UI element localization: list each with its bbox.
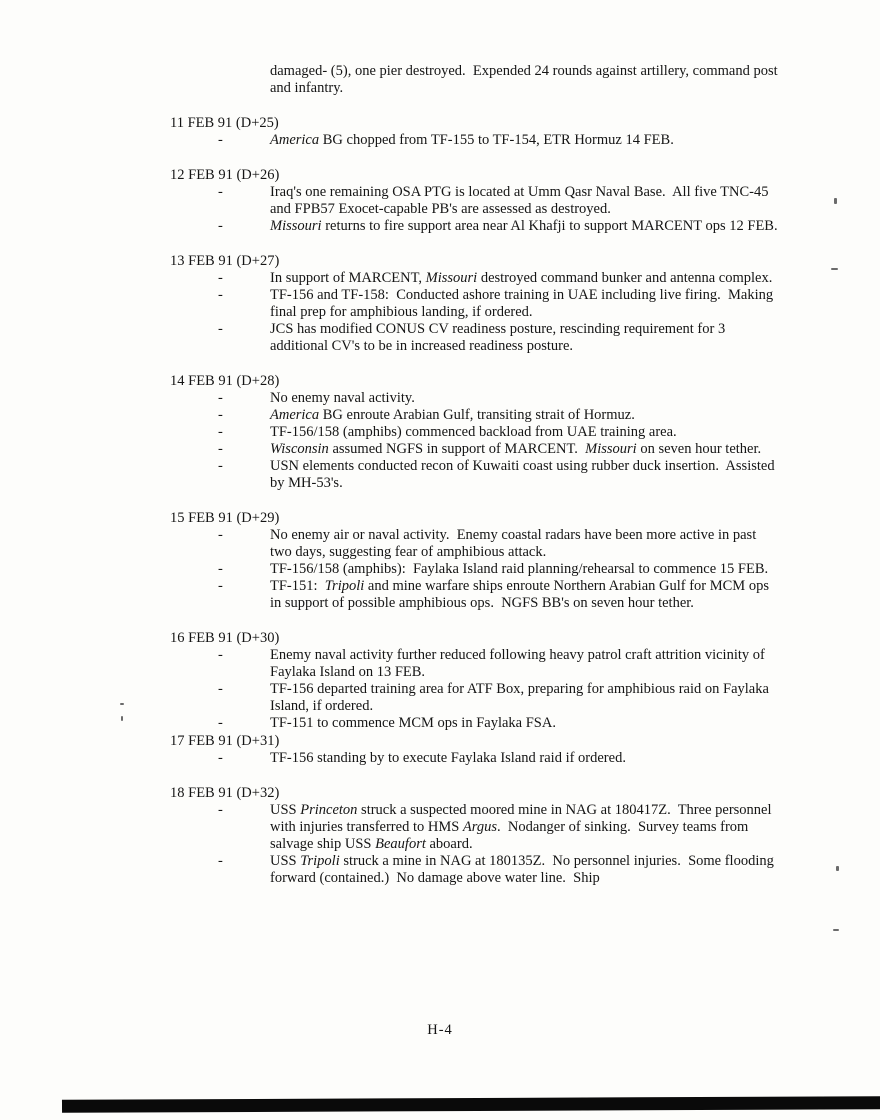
date-section [170,510,782,612]
dash-bullet: - [218,407,223,423]
scan-speck [834,198,837,204]
list-item [218,390,782,407]
date-heading: 11 FEB 91 (D+25) [170,115,279,131]
continuation-paragraph: damaged- (5), one pier destroyed. Expended 24 rounds against artillery, command post and infantry. [270,63,782,96]
dash-bullet: - [218,647,223,663]
item-text: TF-151: Tripoli and mine warfare ships enroute Northern Arabian Gulf for MCM ops in support of possible amphibious ops. NGFS BB's on seven hour tether. [270,578,773,611]
dash-bullet: - [218,458,223,474]
list-item [218,561,782,578]
dash-bullet: - [218,750,223,766]
item-text: No enemy naval activity. [270,390,415,406]
dash-bullet: - [218,184,223,200]
item-text: America BG chopped from TF-155 to TF-154, ETR Hormuz 14 FEB. [270,132,674,148]
scan-artifact-bar [62,1096,880,1113]
date-section [170,373,782,492]
item-text: TF-156 departed training area for ATF Box, preparing for amphibious raid on Faylaka Island, if ordered. [270,681,773,714]
dash-bullet: - [218,218,223,234]
date-heading: 14 FEB 91 (D+28) [170,373,280,389]
item-text: USN elements conducted recon of Kuwaiti coast using rubber duck insertion. Assisted by MH-53's. [270,458,779,491]
date-section [170,733,782,767]
list-item [218,407,782,424]
list-item [218,270,782,287]
item-text: No enemy air or naval activity. Enemy coastal radars have been more active in past two days, suggesting fear of amphibious attack. [270,527,760,560]
item-text: TF-156/158 (amphibs): Faylaka Island raid planning/rehearsal to commence 15 FEB. [270,561,769,577]
dash-bullet: - [218,132,223,148]
list-item [218,647,782,681]
date-sections [170,115,782,887]
scan-speck [120,703,124,705]
dash-bullet: - [218,802,223,818]
item-text: TF-156/158 (amphibs) commenced backload from UAE training area. [270,424,677,440]
list-item [218,527,782,561]
item-text: In support of MARCENT, Missouri destroyed command bunker and antenna complex. [270,270,773,286]
item-text: TF-156 and TF-158: Conducted ashore training in UAE including live firing. Making final prep for amphibious landing, if ordered. [270,287,777,320]
list-item [218,218,782,235]
scan-speck [833,929,839,931]
list-item [218,578,782,612]
list-item [218,750,782,767]
list-item [218,132,782,149]
scan-speck [836,866,839,871]
date-heading: 15 FEB 91 (D+29) [170,510,280,526]
list-item [218,802,782,853]
dash-bullet: - [218,527,223,543]
scan-speck [121,716,123,721]
item-text: TF-156 standing by to execute Faylaka Island raid if ordered. [270,750,626,766]
dash-bullet: - [218,561,223,577]
item-text: Iraq's one remaining OSA PTG is located at Umm Qasr Naval Base. All five TNC-45 and FPB57 Exocet-capable PB's are assessed as destroyed. [270,184,773,217]
page-number: H-4 [427,1022,453,1038]
dash-bullet: - [218,681,223,697]
dash-bullet: - [218,270,223,286]
date-heading: 18 FEB 91 (D+32) [170,785,280,801]
date-section [170,253,782,355]
item-text: USS Princeton struck a suspected moored mine in NAG at 180417Z. Three personnel with injuries transferred to HMS Argus. Nodanger of sinking. Survey teams from salvage ship USS Beaufort aboard. [270,802,776,852]
dash-bullet: - [218,390,223,406]
item-text: TF-151 to commence MCM ops in Faylaka FSA. [270,715,556,731]
date-heading: 16 FEB 91 (D+30) [170,630,280,646]
dash-bullet: - [218,853,223,869]
date-section [170,630,782,732]
list-item [218,287,782,321]
date-heading: 13 FEB 91 (D+27) [170,253,280,269]
dash-bullet: - [218,424,223,440]
dash-bullet: - [218,715,223,731]
document-content [170,63,782,887]
item-text: USS Tripoli struck a mine in NAG at 180135Z. No personnel injuries. Some flooding forward (contained.) No damage above water line. Ship [270,853,778,886]
list-item [218,458,782,492]
date-section [170,785,782,887]
dash-bullet: - [218,287,223,303]
dash-bullet: - [218,321,223,337]
scan-speck [831,268,838,270]
list-item [218,715,782,732]
item-text: Missouri returns to fire support area near Al Khafji to support MARCENT ops 12 FEB. [270,218,778,234]
dash-bullet: - [218,578,223,594]
list-item [218,321,782,355]
date-section [170,167,782,235]
dash-bullet: - [218,441,223,457]
date-heading: 12 FEB 91 (D+26) [170,167,280,183]
list-item [218,424,782,441]
item-text: JCS has modified CONUS CV readiness posture, rescinding requirement for 3 additional CV's to be in increased readiness posture. [270,321,729,354]
item-text: Wisconsin assumed NGFS in support of MARCENT. Missouri on seven hour tether. [270,441,762,457]
item-text: America BG enroute Arabian Gulf, transiting strait of Hormuz. [270,407,635,423]
item-text: Enemy naval activity further reduced following heavy patrol craft attrition vicinity of Faylaka Island on 13 FEB. [270,647,769,680]
date-section [170,115,782,149]
list-item [218,441,782,458]
list-item [218,853,782,887]
date-heading: 17 FEB 91 (D+31) [170,733,280,749]
list-item [218,681,782,715]
list-item [218,184,782,218]
